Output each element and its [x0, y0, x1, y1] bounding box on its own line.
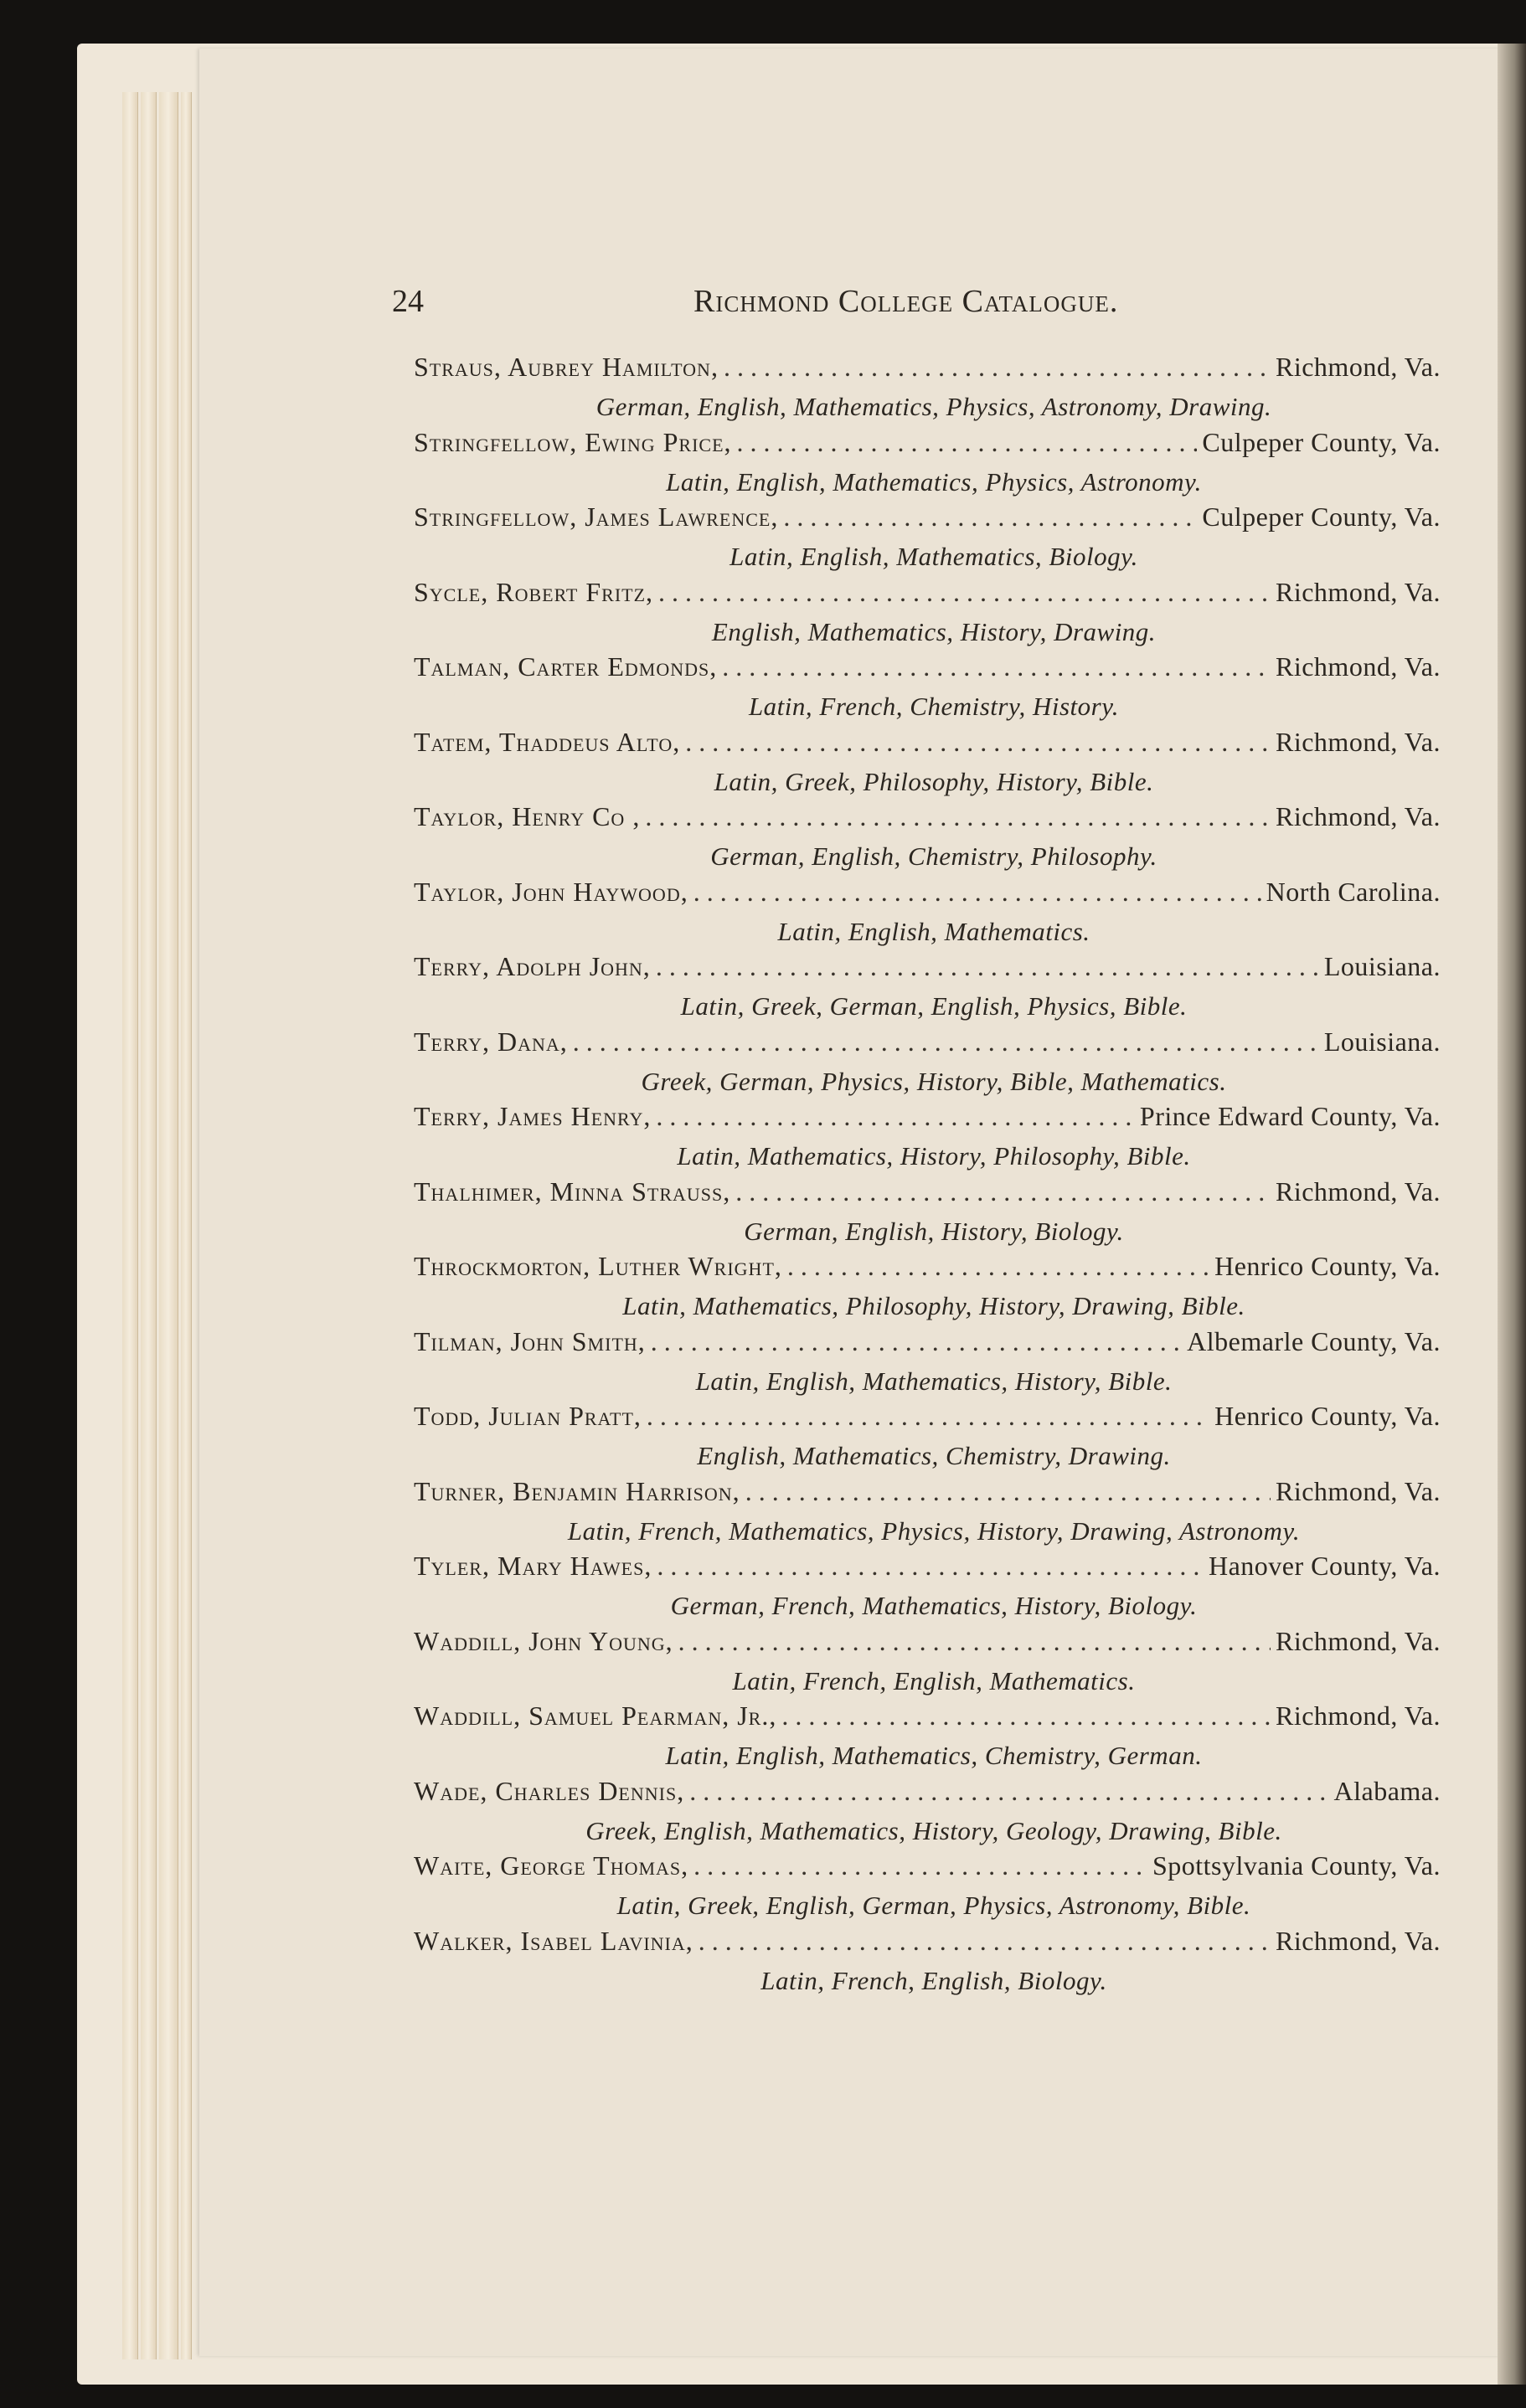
- student-subjects: Greek, English, Mathematics, History, Geology, Drawing, Bible.: [585, 1815, 1282, 1845]
- student-subjects: Latin, French, English, Biology.: [760, 1965, 1107, 1995]
- dot-leader: [693, 1850, 1147, 1881]
- name-line: [414, 577, 1441, 614]
- name-line: [414, 1776, 1441, 1813]
- student-entry: [414, 1926, 1441, 2001]
- student-residence: Henrico County, Va.: [1214, 1401, 1441, 1431]
- student-name: Talman, Carter Edmonds,: [414, 651, 718, 682]
- dot-leader: [745, 1476, 1271, 1507]
- student-subjects: German, English, History, Biology.: [744, 1216, 1124, 1246]
- student-entry: [414, 727, 1441, 802]
- name-line: [414, 427, 1441, 464]
- dot-leader: [693, 877, 1261, 908]
- name-line: [414, 1551, 1441, 1587]
- running-title: Richmond College Catalogue.: [693, 284, 1119, 319]
- student-residence: North Carolina.: [1266, 876, 1441, 907]
- student-subjects: German, English, Mathematics, Physics, Astronomy, Drawing.: [595, 392, 1272, 421]
- student-name: Tilman, John Smith,: [414, 1325, 646, 1356]
- student-name: Waite, George Thomas,: [414, 1850, 689, 1881]
- name-line: [414, 727, 1441, 764]
- student-residence: Albemarle County, Va.: [1187, 1325, 1441, 1356]
- student-residence: Alabama.: [1333, 1775, 1441, 1806]
- student-name: Terry, James Henry,: [414, 1101, 652, 1131]
- dot-leader: [737, 427, 1198, 458]
- student-subjects: Latin, English, Mathematics, History, Bible.: [695, 1366, 1173, 1396]
- student-entry: [414, 1401, 1441, 1476]
- dot-leader: [781, 1701, 1271, 1731]
- name-line: [414, 1850, 1441, 1887]
- student-entry: [414, 1251, 1441, 1326]
- student-subjects: Latin, Mathematics, History, Philosophy, Bible.: [677, 1141, 1191, 1171]
- student-subjects: English, Mathematics, Chemistry, Drawing.: [697, 1441, 1171, 1470]
- student-name: Tyler, Mary Hawes,: [414, 1551, 652, 1581]
- name-line: [414, 1326, 1441, 1363]
- student-name: Waddill, Samuel Pearman, Jr.,: [414, 1701, 777, 1731]
- student-entry: [414, 352, 1441, 427]
- student-subjects: Latin, Greek, German, English, Physics, Bible.: [680, 991, 1188, 1021]
- student-name: Terry, Dana,: [414, 1026, 568, 1057]
- student-entry: [414, 1326, 1441, 1402]
- student-residence: Richmond, Va.: [1275, 651, 1441, 682]
- student-name: Taylor, Henry Co ,: [414, 801, 641, 831]
- name-line: [414, 877, 1441, 913]
- student-residence: Louisiana.: [1323, 1026, 1441, 1057]
- student-subjects: Greek, German, Physics, History, Bible, Mathematics.: [641, 1066, 1227, 1096]
- student-residence: Richmond, Va.: [1275, 801, 1441, 831]
- dot-leader: [689, 1776, 1328, 1807]
- student-subjects: Latin, French, Chemistry, History.: [748, 692, 1120, 721]
- page-edge: [122, 92, 138, 2359]
- student-residence: Richmond, Va.: [1275, 1625, 1441, 1656]
- dot-leader: [651, 1326, 1182, 1357]
- student-subjects: Latin, Greek, Philosophy, History, Bible.: [714, 766, 1154, 796]
- student-entry: [414, 1476, 1441, 1551]
- dot-leader: [699, 1926, 1271, 1957]
- name-line: [414, 651, 1441, 688]
- student-residence: Henrico County, Va.: [1214, 1251, 1441, 1281]
- student-list: [414, 352, 1441, 2000]
- student-residence: Richmond, Va.: [1275, 352, 1441, 382]
- student-entry: [414, 1551, 1441, 1626]
- student-subjects: Latin, English, Mathematics.: [777, 916, 1090, 946]
- student-name: Stringfellow, James Lawrence,: [414, 502, 779, 532]
- page-gutter-shadow: [1498, 44, 1526, 2385]
- dot-leader: [724, 352, 1271, 383]
- student-entry: [414, 651, 1441, 727]
- student-subjects: German, French, Mathematics, History, Biology.: [670, 1591, 1198, 1620]
- student-entry: [414, 1626, 1441, 1701]
- student-entry: [414, 427, 1441, 502]
- student-residence: Prince Edward County, Va.: [1139, 1101, 1441, 1131]
- name-line: [414, 1626, 1441, 1663]
- name-line: [414, 502, 1441, 538]
- page-number: 24: [392, 284, 424, 319]
- page-edge: [181, 92, 192, 2359]
- student-name: Terry, Adolph John,: [414, 951, 651, 981]
- dot-leader: [722, 651, 1271, 682]
- student-name: Todd, Julian Pratt,: [414, 1401, 642, 1431]
- student-residence: Hanover County, Va.: [1208, 1551, 1441, 1581]
- dot-leader: [657, 1551, 1204, 1582]
- name-line: [414, 1401, 1441, 1438]
- student-residence: Spottsylvania County, Va.: [1152, 1850, 1441, 1881]
- dot-leader: [787, 1251, 1209, 1282]
- student-subjects: Latin, English, Mathematics, Physics, Astronomy.: [666, 466, 1202, 497]
- name-line: [414, 1251, 1441, 1288]
- student-subjects: Latin, English, Mathematics, Chemistry, German.: [665, 1741, 1203, 1770]
- student-name: Walker, Isabel Lavinia,: [414, 1925, 693, 1956]
- dot-leader: [685, 727, 1271, 758]
- student-name: Tatem, Thaddeus Alto,: [414, 726, 681, 757]
- student-residence: Richmond, Va.: [1275, 1701, 1441, 1731]
- dot-leader: [645, 801, 1271, 832]
- student-subjects: Latin, French, English, Mathematics.: [732, 1665, 1136, 1695]
- name-line: [414, 951, 1441, 988]
- student-entry: [414, 1026, 1441, 1102]
- student-name: Throckmorton, Luther Wright,: [414, 1251, 782, 1281]
- name-line: [414, 1701, 1441, 1737]
- page-edge: [141, 92, 157, 2359]
- student-residence: Louisiana.: [1323, 951, 1441, 981]
- name-line: [414, 801, 1441, 838]
- student-residence: Richmond, Va.: [1275, 726, 1441, 757]
- dot-leader: [656, 951, 1319, 982]
- student-residence: Richmond, Va.: [1275, 576, 1441, 607]
- student-subjects: Latin, Mathematics, Philosophy, History, Drawing, Bible.: [622, 1291, 1245, 1320]
- student-name: Thalhimer, Minna Strauss,: [414, 1176, 731, 1207]
- student-residence: Richmond, Va.: [1275, 1925, 1441, 1956]
- student-residence: Richmond, Va.: [1275, 1475, 1441, 1506]
- student-residence: Culpeper County, Va.: [1202, 426, 1441, 457]
- dot-leader: [658, 577, 1271, 608]
- student-entry: [414, 577, 1441, 652]
- student-name: Stringfellow, Ewing Price,: [414, 426, 732, 457]
- student-entry: [414, 951, 1441, 1026]
- student-name: Turner, Benjamin Harrison,: [414, 1475, 740, 1506]
- name-line: [414, 1926, 1441, 1963]
- student-subjects: German, English, Chemistry, Philosophy.: [710, 841, 1157, 871]
- dot-leader: [656, 1101, 1135, 1132]
- name-line: [414, 1026, 1441, 1063]
- dot-leader: [678, 1626, 1271, 1657]
- student-name: Taylor, John Haywood,: [414, 876, 688, 907]
- name-line: [414, 1176, 1441, 1213]
- student-entry: [414, 1176, 1441, 1252]
- student-name: Wade, Charles Dennis,: [414, 1775, 685, 1806]
- name-line: [414, 352, 1441, 388]
- student-entry: [414, 877, 1441, 952]
- name-line: [414, 1476, 1441, 1513]
- student-subjects: Latin, Greek, English, German, Physics, Astronomy, Bible.: [616, 1891, 1251, 1920]
- dot-leader: [647, 1401, 1209, 1432]
- student-subjects: Latin, French, Mathematics, Physics, History, Drawing, Astronomy.: [567, 1515, 1301, 1546]
- dot-leader: [573, 1026, 1319, 1057]
- student-residence: Richmond, Va.: [1275, 1176, 1441, 1207]
- student-entry: [414, 1101, 1441, 1176]
- student-entry: [414, 1776, 1441, 1851]
- page-edge: [159, 92, 178, 2359]
- student-name: Sycle, Robert Fritz,: [414, 576, 654, 607]
- student-entry: [414, 1850, 1441, 1926]
- student-entry: [414, 502, 1441, 577]
- student-subjects: English, Mathematics, History, Drawing.: [711, 616, 1157, 646]
- student-subjects: Latin, English, Mathematics, Biology.: [729, 542, 1138, 571]
- student-entry: [414, 1701, 1441, 1776]
- student-residence: Culpeper County, Va.: [1202, 502, 1441, 532]
- dot-leader: [783, 502, 1197, 533]
- student-name: Waddill, John Young,: [414, 1625, 673, 1656]
- student-entry: [414, 801, 1441, 877]
- dot-leader: [735, 1176, 1271, 1207]
- student-name: Straus, Aubrey Hamilton,: [414, 352, 719, 382]
- name-line: [414, 1101, 1441, 1138]
- page-header: [392, 283, 1447, 333]
